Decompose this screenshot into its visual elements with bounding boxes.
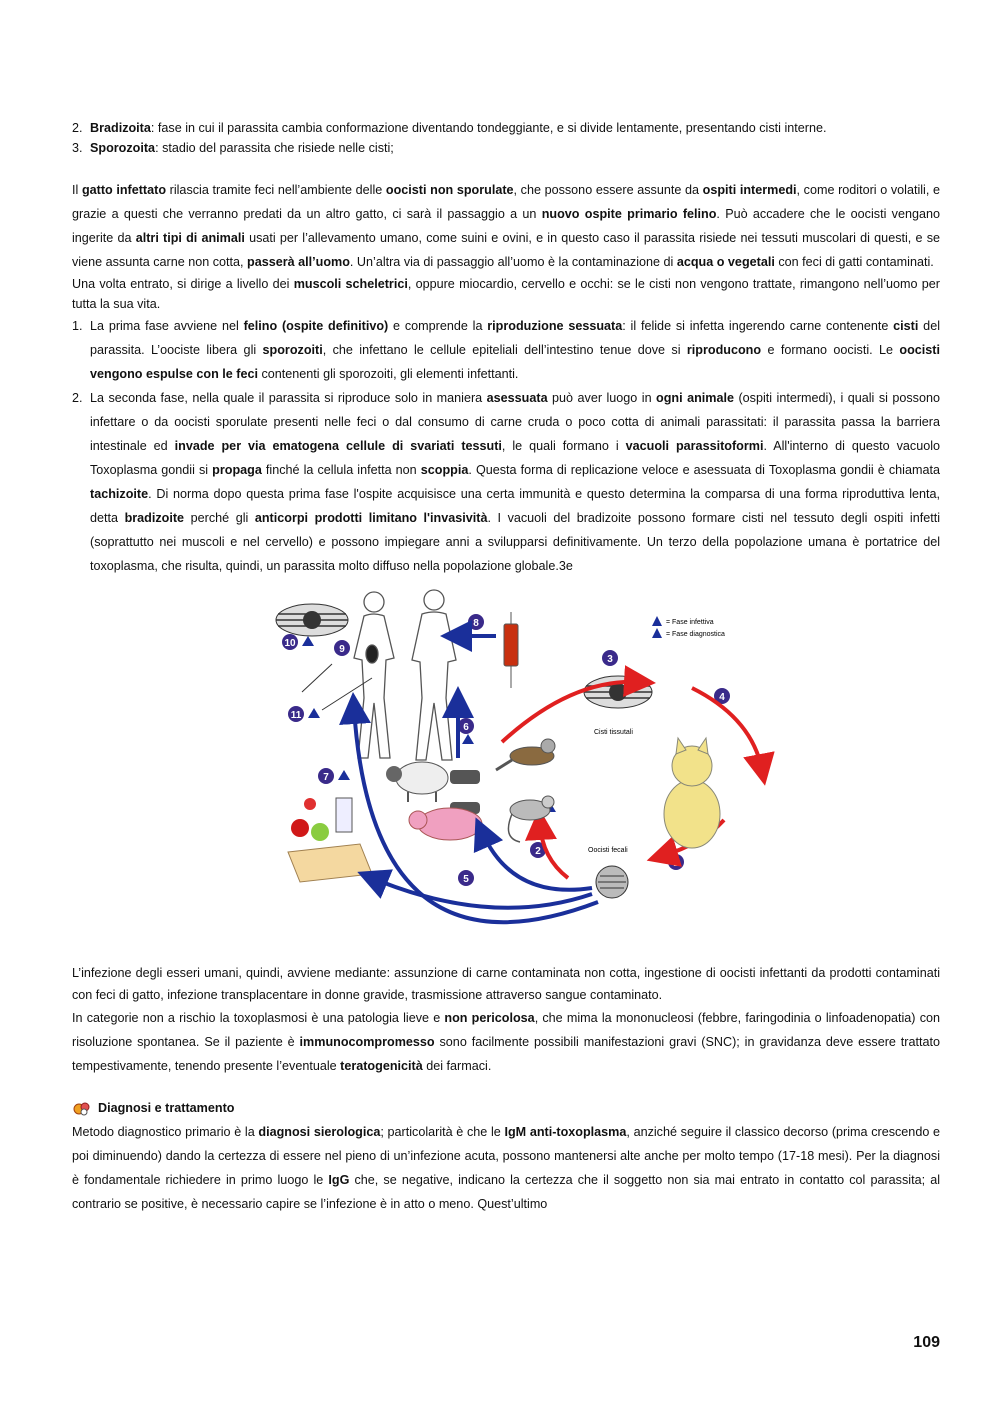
fruits-vegetables: [291, 798, 329, 841]
pig-illustration: [409, 808, 482, 840]
svg-text:5: 5: [463, 874, 469, 885]
lifecycle-diagram: [72, 588, 940, 958]
list-item-phase2: 2. La seconda fase, nella quale il parassita si riproduce solo in maniera asessuata può aver luogo in ogni animale (ospiti intermedi), i quali si possono infettare o da oocisti sporulate presenti nelle feci o dal consumo di carne cruda o poco cotta di animali parassitati: il parassita passa la barriera intestinale ed invade per via ematogena cellule di svariati tessuti, le quali formano i vacuoli parassitoformi. All'interno di questo vacuolo Toxoplasma gondii si propaga finché la cellula infetta non scoppia. Questa forma di replicazione veloce e asessuata di Toxoplasma gondii è chiamata tachizoite. Di norma dopo questa prima fase l'ospite acquisisce una certa immunità e questo determina la comparsa di una forma riproduttiva lenta, detta bradizoite perché gli anticorpi prodotti limitano l'invasività. I vacuoli del bradizoite possono formare cisti nel tessuto degli ospiti infetti (soprattutto nei muscoli e nel cervello) e possono impiegare anni a svilupparsi definitivamente. Un terzo della popolazione umana è portatrice del toxoplasma, che risulta, quindi, un parassita molto diffuso nella popolazione globale.3e: [72, 391, 941, 573]
label-tissue-cysts: Cisti tissutali: [594, 729, 633, 736]
human-figure-male: [412, 590, 456, 760]
svg-text:= Fase infettiva: = Fase infettiva: [666, 619, 714, 626]
svg-text:1: 1: [673, 858, 679, 869]
svg-text:11: 11: [290, 710, 302, 721]
paragraph-transmission: L’infezione degli esseri umani, quindi, avviene mediante: assunzione di carne contaminata non cotta, ingestione di oocisti infettanti da prodotti contaminati con feci di gatto, infezione transplacentare in donne gravide, trasmissione attraverso sangue contaminato.: [72, 966, 940, 1002]
tissue-cyst-human: [276, 604, 348, 636]
human-figure-female: [354, 592, 394, 758]
paragraph-muscles: Una volta entrato, si dirige a livello dei muscoli scheletrici, oppure miocardio, cervello e occhi: se le cisti non vengono trattate, rimangono nell’uomo per tutta la sua vita.: [72, 277, 940, 311]
sheep-illustration: [386, 762, 448, 802]
term: Sporozoita: [90, 141, 156, 155]
legend: [652, 616, 725, 638]
svg-text:8: 8: [473, 618, 479, 629]
fecal-oocyst: [596, 866, 628, 898]
svg-text:3: 3: [607, 654, 613, 665]
paragraph-lifecycle: Il gatto infettato rilascia tramite feci nell’ambiente delle oocisti non sporulate, che possono essere assunte da ospiti intermedi, come roditori o volatili, e grazie a questi che verranno predati da un altro gatto, ci sarà il passaggio a un nuovo ospite primario felino. Può accadere che le oocisti vengano ingerite da altri tipi di animali usati per l’allevamento umano, come suini e ovini, e in questo caso il parassita risiede nei tessuti muscolari di questi, e se viene assunta carne non cotta, passerà all’uomo. Un’altra via di passaggio all’uomo è la contaminazione di acqua o vegetali con feci di gatti contaminati.: [72, 183, 940, 269]
svg-text:= Fase diagnostica: = Fase diagnostica: [666, 631, 725, 638]
svg-text:6: 6: [463, 722, 469, 733]
term: Bradizoita: [90, 121, 151, 135]
svg-text:4: 4: [719, 692, 725, 703]
page-content: [72, 118, 940, 1216]
label-fecal-oocysts: Oocisti fecali: [588, 847, 628, 854]
list-item: 3. Sporozoita: stadio del parassita che risiede nelle cisti;: [72, 141, 394, 155]
page-number: 109: [913, 1334, 940, 1351]
blood-bag: [504, 612, 518, 688]
svg-text:10: 10: [284, 638, 296, 649]
litter-box: [288, 844, 372, 882]
paragraph-clinical: In categorie non a rischio la toxoplasmosi è una patologia lieve e non pericolosa, che mima la mononucleosi (febbre, faringodinia o linfoadenopatia) con risoluzione spontanea. Se il paziente è immunocompromesso sono facilmente possibili manifestazioni gravi (SNC); in gravidanza deve essere trattato tempestivamente, tenendo presente l’eventuale teratogenicità dei farmaci.: [72, 1011, 940, 1073]
mouse-illustration: [508, 796, 554, 842]
svg-text:7: 7: [323, 772, 329, 783]
cat-illustration: [664, 738, 720, 848]
meat-cyst: [450, 770, 480, 814]
section-heading: Diagnosi e trattamento: [72, 1096, 940, 1120]
microbe-icon: [72, 1099, 92, 1117]
list-item-phase1: 1. La prima fase avviene nel felino (ospite definitivo) e comprende la riproduzione sessuata: il felide si infetta ingerendo carne contenente cisti del parassita. L’oociste libera gli sporozoiti, che infettano le cellule epiteliali dell’intestino tenue dove si riproducono e formano oocisti. Le oocisti vengono espulse con le feci contenenti gli sporozoiti, gli elementi infettanti.: [72, 319, 940, 381]
lifecycle-svg: [72, 588, 940, 958]
list-item: 2. Bradizoita: fase in cui il parassita cambia conformazione diventando tondeggiante, e si divide lentamente, presentando cisti interne.: [72, 121, 827, 135]
svg-text:2: 2: [535, 846, 541, 857]
svg-text:9: 9: [339, 644, 345, 655]
paragraph-diagnosis: Metodo diagnostico primario è la diagnosi sierologica; particolarità è che le IgM anti-toxoplasma, anziché seguire il classico decorso (prima crescendo e poi diminuendo) dando la certezza di essere nel pieno di un’infezione acuta, possono mantenersi alte anche per molto tempo (17-18 mesi). Per la diagnosi è fondamentale richiedere in primo luogo le IgG che, se negative, indicano la certezza che il soggetto non sia mai entrato in contatto col parassita; al contrario se positive, è necessario capire se l’infezione è in atto o meno. Quest’ultimo: [72, 1125, 941, 1211]
bird-illustration: [496, 739, 555, 770]
water-glass: [336, 798, 352, 832]
